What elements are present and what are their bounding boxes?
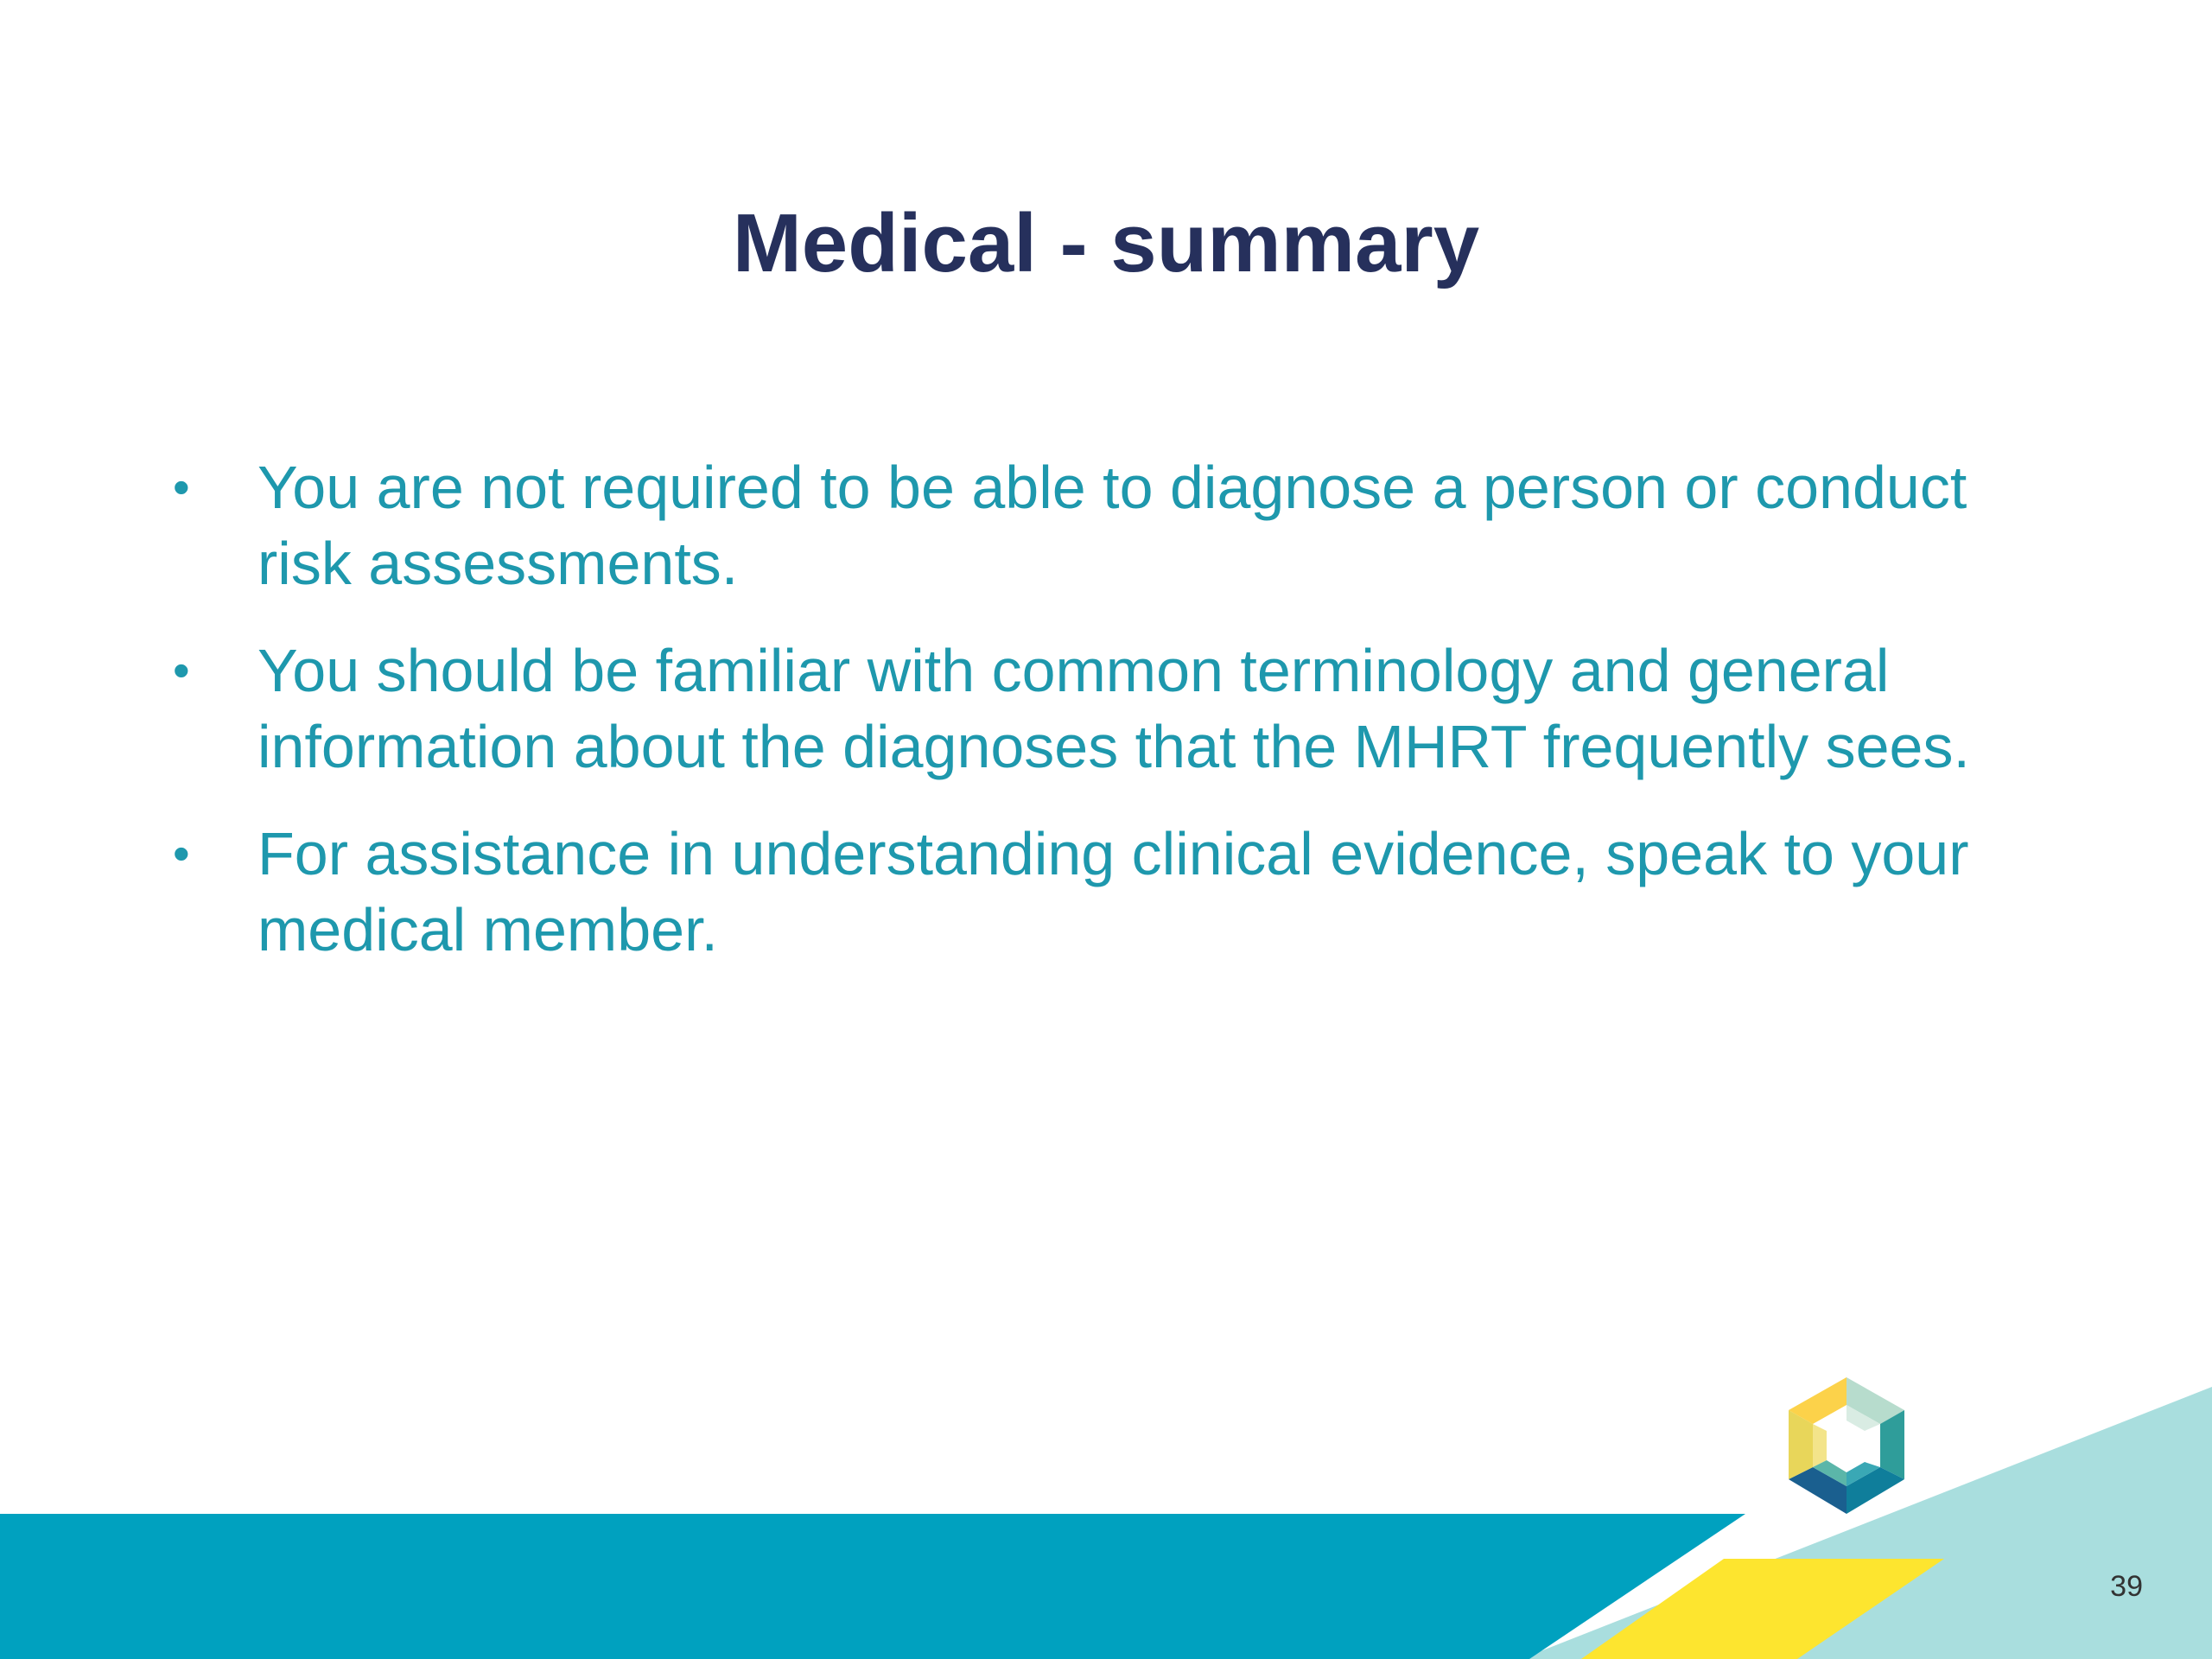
bullet-list xyxy=(173,449,2056,999)
bullet-dot-icon: • xyxy=(173,643,190,697)
bullet-text: You are not required to be able to diagnose a person or conduct risk assessments. xyxy=(257,454,1967,597)
bullet-dot-icon: • xyxy=(173,826,190,880)
bullet-text: You should be familiar with common terminology and general information about the diagnoses that the MHRT frequently sees. xyxy=(257,637,1970,780)
bullet-item xyxy=(173,816,2056,968)
slide-title: Medical - summary xyxy=(732,197,1480,289)
page-number: 39 xyxy=(2110,1570,2143,1603)
bullet-dot-icon: • xyxy=(173,460,190,514)
bullet-text: For assistance in understanding clinical evidence, speak to your medical member. xyxy=(257,820,1969,963)
bullet-item xyxy=(173,632,2056,785)
hexagon-ring-logo-icon xyxy=(1785,1377,1908,1516)
teal-band xyxy=(0,1514,1745,1659)
bullet-item xyxy=(173,449,2056,601)
